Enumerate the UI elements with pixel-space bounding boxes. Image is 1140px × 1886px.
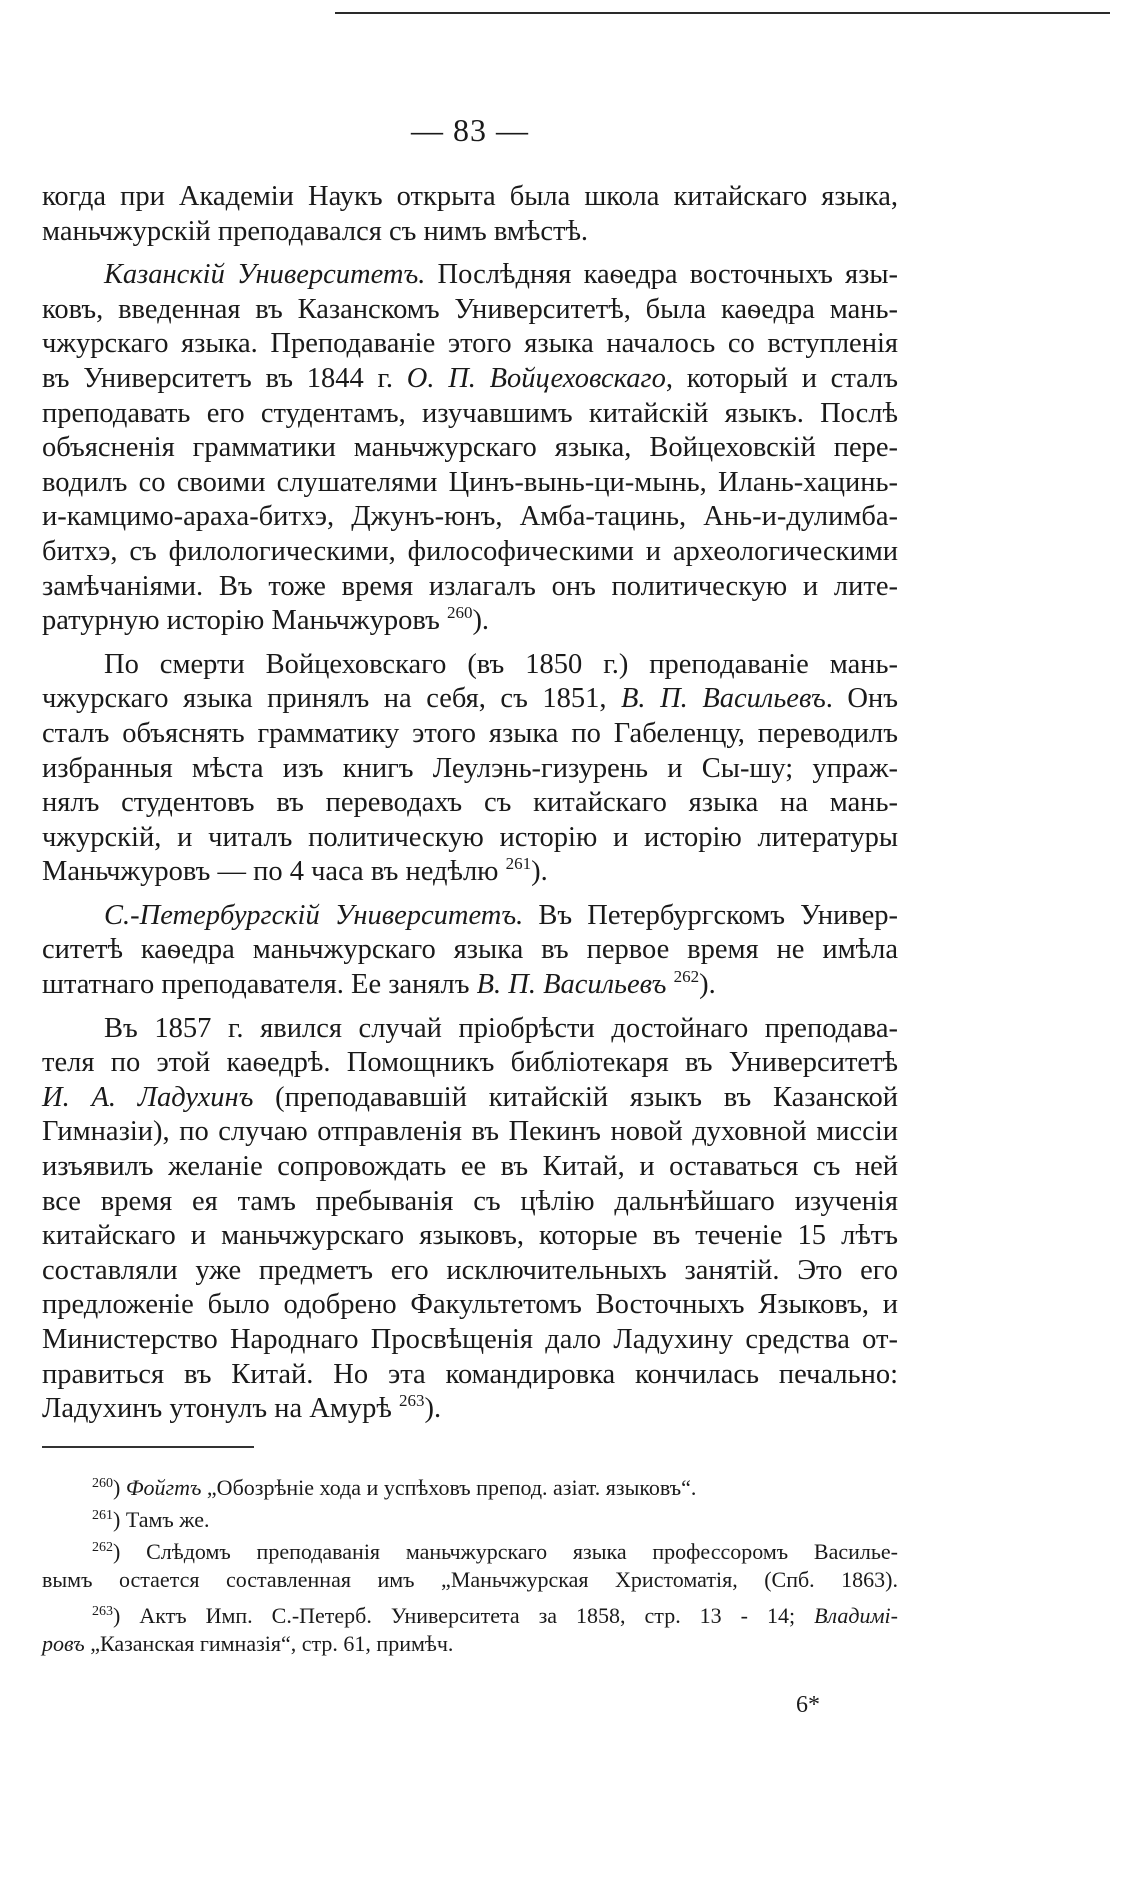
footnote-marker: 261 [92, 1508, 113, 1523]
text-line: Казанскій Университетъ. Послѣдняя каѳедра восточныхъ язы- [104, 259, 899, 291]
footnote-author: Фойгтъ [125, 1475, 202, 1500]
text-line: ситетѣ каѳедра маньчжурскаго языка въ первое время не имѣла [42, 934, 898, 966]
text-line: маньчжурскій преподавался съ нимъ вмѣстѣ. [42, 215, 589, 247]
text-line: сталъ объяснять грамматику этого языка по Габеленцу, переводилъ [42, 717, 898, 749]
text-line: По смерти Войцеховскаго (въ 1850 г.) преподаваніе мань- [104, 648, 898, 680]
footnote-ref: 263 [399, 1391, 425, 1411]
text-line: китайскаго и маньчжурскаго языковъ, которые въ теченіе 15 лѣтъ [42, 1220, 898, 1252]
footnote-263-cont: ровъ „Казанская гимназія“, стр. 61, примѣч. [42, 1631, 454, 1656]
text-line: битхэ, съ филологическими, философическими и археологическими [42, 535, 898, 567]
footnote-263: $^{263}$) Актъ Имп. С.-Петерб. Университета за 1858, стр. 13 - 14; Владимі- [92, 1603, 898, 1628]
signature-mark: 6* [796, 1692, 820, 1718]
text-line: когда при Академіи Наукъ открыта была школа китайскаго языка, [42, 181, 898, 212]
text-line: С.-Петербургскій Университетъ. Въ Петербургскомъ Универ- [104, 899, 899, 931]
text-line: чжурскаго языка принялъ на себя, съ 1851, В. П. Васильевъ. Онъ [42, 683, 898, 715]
text-line: Ладухинъ утонулъ на Амурѣ $^{263}$). [42, 1391, 442, 1425]
section-title-petersburg: С.-Петербургскій Университетъ. [104, 899, 524, 931]
footnote-author: ровъ [42, 1631, 85, 1656]
text-line: Гимназіи), по случаю отправленія въ Пекинъ новой духовной миссіи [42, 1116, 898, 1148]
page-number: — 83 — [411, 112, 529, 148]
footnote-divider [42, 1446, 254, 1448]
section-title-kazan: Казанскій Университетъ. [104, 259, 426, 291]
text-line: составляли уже предметъ его исключительныхъ занятій. Это его [42, 1254, 898, 1286]
paragraph-ladukhin [42, 1012, 898, 1427]
text-line: чжурскаго языка. Преподаваніе этого языка началось со вступленія [42, 328, 898, 360]
person-name: В. П. Васильевъ [476, 969, 667, 1001]
text-line: И. А. Ладухинъ (преподававшій китайскій языкъ въ Казанской [42, 1081, 898, 1113]
text-line: и-камцимо-араха-битхэ, Джунъ-юнъ, Амба-тацинь, Ань-и-дулимба- [42, 501, 898, 533]
text-line: избранныя мѣста изъ книгъ Леулэнь-гизурень и Сы-шу; упраж- [42, 752, 898, 784]
text-line: штатнаго преподавателя. Ее занялъ В. П. Васильевъ $^{262}$). [42, 967, 716, 1001]
text-line: изъявилъ желаніе сопровождать ее въ Китай, и оставаться съ ней [42, 1151, 898, 1183]
footnote-262-cont: вымъ остается составленная имъ „Маньчжурская Христоматія, (Спб. 1863). [42, 1567, 898, 1592]
footnote-ref: 261 [505, 854, 532, 874]
footnote-ref: 260 [446, 603, 473, 623]
text-line: нялъ студентовъ въ переводахъ съ китайскаго языка на мань- [42, 787, 898, 819]
top-rule [335, 12, 1110, 14]
person-name: И. А. Ладухинъ [42, 1081, 254, 1113]
footnote-261: $^{261}$) Тамъ же. [92, 1507, 210, 1532]
text-line: Въ 1857 г. явился случай пріобрѣсти достойнаго преподава- [104, 1012, 898, 1044]
text-line: замѣчаніями. Въ тоже время излагалъ онъ политическую и лите- [42, 570, 898, 602]
text-line: ковъ, введенная въ Казанскомъ Университетѣ, была каѳедра мань- [42, 293, 898, 325]
footnote-marker: 262 [92, 1540, 113, 1555]
footnote-ref: 262 [673, 967, 700, 987]
text-line: объясненія грамматики маньчжурскаго языка, Войцеховскій пере- [42, 432, 898, 464]
footnote-author: Владимі- [814, 1603, 898, 1628]
text-line: Министерство Народнаго Просвѣщенія дало Ладухину средства от- [42, 1324, 898, 1355]
footnote-260: $^{260}$) Фойгтъ „Обозрѣніе хода и успѣховъ препод. азіат. языковъ“. [92, 1475, 697, 1500]
paragraph-vasiliev [42, 648, 898, 890]
footnote-marker: 260 [92, 1476, 113, 1491]
text-line: предложеніе было одобрено Факультетомъ Восточныхъ Языковъ, и [42, 1289, 898, 1321]
text-line: водилъ со своими слушателями Цинъ-вынь-ци-мынь, Илань-хацинь- [42, 466, 898, 498]
footnotes [42, 1468, 898, 1660]
person-name: О. П. Войцеховскаго [406, 362, 666, 394]
text-line: правиться въ Китай. Но эта командировка кончилась печально: [42, 1358, 898, 1390]
text-line: теля по этой каѳедрѣ. Помощникъ библіотекаря въ Университетѣ [42, 1047, 898, 1079]
text-line: въ Университетъ въ 1844 г. О. П. Войцеховскаго, который и сталъ [42, 362, 898, 394]
paragraph-1 [42, 180, 898, 249]
text-line: преподавать его студентамъ, изучавшимъ китайскій языкъ. Послѣ [42, 397, 898, 429]
footnote-262: $^{262}$) Слѣдомъ преподаванія маньчжурскаго языка профессоромъ Василье- [92, 1539, 898, 1564]
text-line: все время ея тамъ пребыванія съ цѣлію дальнѣйшаго изученія [42, 1185, 898, 1217]
footnote-marker: 263 [92, 1604, 113, 1619]
paragraph-petersburg-university [42, 899, 898, 1003]
text-line: Маньчжуровъ — по 4 часа въ недѣлю $^{261}$). [42, 854, 548, 888]
paragraph-kazan-university [42, 258, 898, 639]
person-name: В. П. Васильевъ [621, 683, 826, 715]
text-line: ратурную исторію Маньчжуровъ $^{260}$). [42, 603, 490, 637]
main-text [42, 180, 898, 1427]
text-line: чжурскій, и читалъ политическую исторію и исторію литературы [42, 821, 898, 853]
